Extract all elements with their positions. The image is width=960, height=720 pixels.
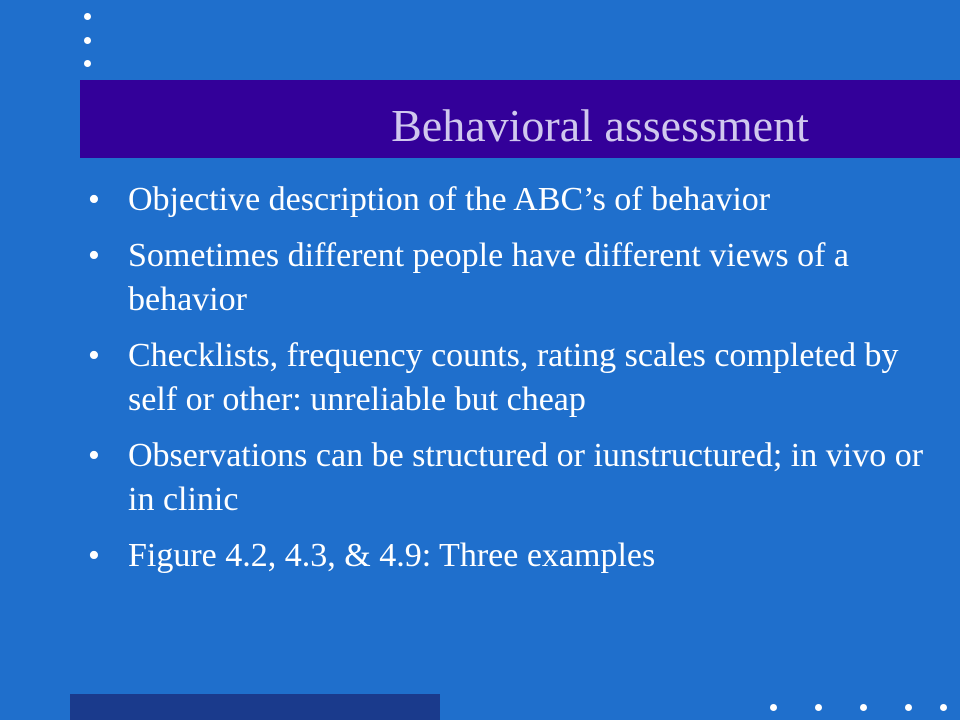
bullet-item bbox=[88, 334, 948, 422]
bullet-item bbox=[88, 434, 948, 522]
decorative-dot bbox=[84, 13, 91, 20]
bullet-item bbox=[88, 234, 948, 322]
bullet-icon: • bbox=[88, 337, 100, 374]
footer-strip bbox=[70, 694, 440, 720]
decorative-dot bbox=[815, 704, 822, 711]
bullet-text: Objective description of the ABC’s of behavior bbox=[128, 181, 771, 218]
decorative-dot bbox=[905, 704, 912, 711]
decorative-dot bbox=[84, 37, 91, 44]
slide-title: Behavioral assessment bbox=[391, 100, 809, 151]
title-bar bbox=[80, 80, 960, 158]
decorative-dot bbox=[84, 60, 91, 67]
bullet-item bbox=[88, 178, 948, 222]
bullet-icon: • bbox=[88, 437, 100, 474]
bullet-icon: • bbox=[88, 237, 100, 274]
bullet-item bbox=[88, 534, 948, 578]
bullet-icon: • bbox=[88, 181, 100, 218]
bullet-text: Figure 4.2, 4.3, & 4.9: Three examples bbox=[128, 537, 656, 574]
decorative-dot bbox=[860, 704, 867, 711]
bullet-list bbox=[88, 178, 948, 590]
bullet-text: Checklists, frequency counts, rating scales completed by self or other: unreliable but cheap bbox=[128, 337, 899, 418]
decorative-dot bbox=[770, 704, 777, 711]
bullet-text: Sometimes different people have different views of a behavior bbox=[128, 237, 850, 318]
decorative-dot bbox=[940, 704, 947, 711]
bullet-text: Observations can be structured or iunstructured; in vivo or in clinic bbox=[128, 437, 924, 518]
bullet-icon: • bbox=[88, 537, 100, 574]
